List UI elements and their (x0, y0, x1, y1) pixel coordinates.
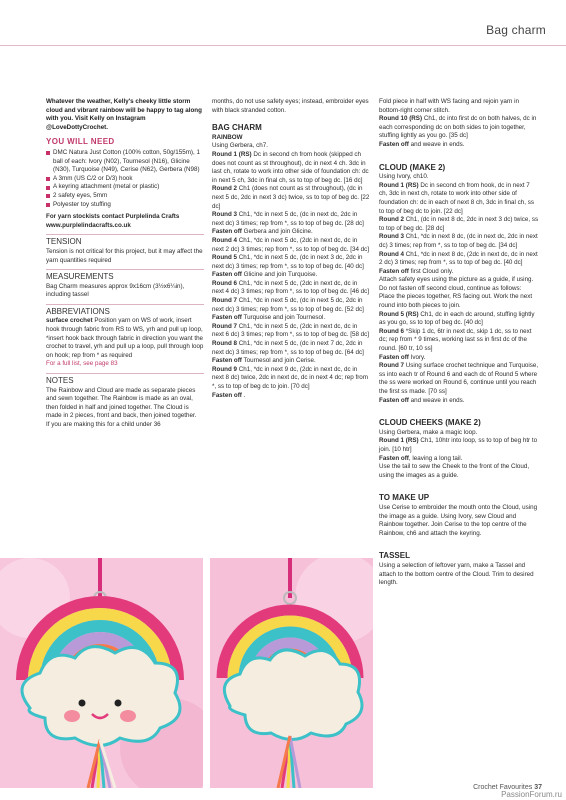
intro-text: Whatever the weather, Kelly's cheeky little storm cloud and vibrant rainbow will be happy to tag along with you. Visit Kelly on Instagram @LoveDottyCrochet. (46, 98, 202, 131)
round-text: . (243, 391, 246, 399)
pattern-round (379, 311, 539, 328)
cloud-rows-2 (379, 311, 539, 406)
round-text: Ch1, dc into first dc on both halves, dc in each corresponding dc on both sides to join together, stuffing lightly as you go. [35 dc] (379, 115, 537, 140)
round-label: Fasten off (212, 357, 242, 365)
notes-heading: NOTES (46, 373, 204, 386)
cheeks-using: Using Gerbera, make a magic loop. (379, 428, 478, 436)
round-label: Round 6 (379, 327, 404, 335)
abbreviation-term: surface crochet (46, 317, 93, 325)
abbreviations-more: For a full list, see page 83 (46, 360, 118, 368)
pattern-round (379, 354, 539, 363)
you-will-need-heading: YOU WILL NEED (46, 137, 115, 147)
pattern-round (212, 151, 370, 185)
round-text: Dc in second ch from hook (skipped ch does not count as st throughout), dc in next 4 ch. 3dc in last ch, rotate to work into other side of foundation ch: dc in next 5 ch, 3dc in final ch, ss to top of beg dc. [16 dc] (212, 150, 369, 184)
pattern-round (212, 271, 370, 280)
fasten-off (379, 141, 539, 150)
photo-charm-back (210, 558, 373, 788)
pattern-round (212, 254, 370, 271)
abbreviation-entry (46, 317, 204, 360)
round-label: Round 2 (379, 216, 404, 224)
cloud-text-3: Place the pieces together, RS facing out. Work the next round into both pieces to join. (379, 293, 533, 310)
round-label: Round 4 (212, 236, 237, 244)
round-label: Round 10 (RS) (379, 115, 423, 123)
round-label: Fasten off (379, 454, 409, 462)
cloud-using: Using Ivory, ch10. (379, 173, 429, 181)
watermark: PassionForum.ru (501, 790, 562, 799)
round-label: Fasten off (379, 267, 409, 275)
round-label: Fasten off (212, 391, 242, 399)
round-text: Ch1, *dc in next 5 dc, (dc in next 3 dc, 2dc in next dc) 3 times; rep from *, ss to top of beg dc. [40 dc] (212, 254, 364, 270)
pattern-round (212, 340, 370, 357)
pattern-round (379, 216, 539, 233)
round-label: Round 7 (379, 362, 404, 370)
round-label: Round 1 (RS) (379, 437, 419, 445)
page-number: 37 (534, 784, 542, 791)
tension-text: Tension is not critical for this project, but it may affect the yarn quantities required (46, 247, 203, 264)
round-text: Ch1, *dc in next 9 dc, (2dc in next dc, dc in next 8 dc) twice, 2dc in next dc, dc in next 4 dc; rep from *, ss to top of beg dc to join. [70 dc] (212, 365, 368, 390)
pattern-round (212, 228, 370, 237)
column-1 (46, 98, 204, 430)
round-text: Ch1, 10htr into loop, ss to top of beg htr to join. [10 htr] (379, 437, 538, 453)
round-label: Fasten off (379, 353, 409, 361)
round-text: , leaving a long tail. (408, 454, 463, 462)
notes-text-2: If you are making this for a child under 36 (46, 421, 161, 428)
tassel-text: Using a selection of leftover yarn, make a Tassel and attach to the bottom centre of the Cloud. Trim to desired length. (379, 561, 534, 587)
column-2 (212, 98, 370, 400)
round-10 (379, 115, 539, 141)
round-label: Round 2 (212, 185, 237, 193)
round-label: Round 7 (212, 297, 237, 305)
abbreviations-heading: ABBREVIATIONS (46, 304, 204, 317)
pattern-round (379, 362, 539, 396)
round-label: Round 3 (212, 211, 237, 219)
cheeks-round-1 (379, 437, 539, 454)
pattern-round (379, 251, 539, 268)
round-text: Turquoise and join Tournesol. (243, 314, 326, 322)
cheeks-text: Use the tail to sew the Cheek to the front of the Cloud, using the images as a guide. (379, 463, 530, 479)
pattern-round (212, 280, 370, 297)
make-up-heading: TO MAKE UP (379, 493, 430, 503)
pattern-round (212, 392, 370, 401)
rainbow-using: Using Gerbera, ch7. (212, 142, 268, 150)
bag-charm-heading: BAG CHARM (212, 123, 262, 133)
magazine-name: Crochet Favourites (473, 784, 533, 791)
pattern-round (212, 297, 370, 314)
round-text: Ch1, *dc in next 8 dc, (2dc in next dc, dc in next 2 dc) 3 times; rep from *, ss to top of beg dc. [40 dc] (379, 250, 538, 267)
make-up-text: Use Cerise to embroider the mouth onto the Cloud, using the image as a guide. Using Ivory, sew Cloud and Rainbow together. Join Cerise to the top centre of the Rainbow, ch6 and attach the keyring. (379, 503, 538, 537)
round-label: Round 5 (212, 254, 237, 262)
round-text: Ch1, *dc in next 5 dc, (dc in next dc, 2dc in next dc) 3 times; rep from *, ss to top of beg dc. [28 dc] (212, 211, 364, 227)
round-label: Fasten off (379, 140, 409, 148)
list-item: DMC Natura Just Cotton (100% cotton, 50g/155m), 1 ball of each: Ivory (N02), Tournesol (N16), Glicine (N30), Turquoise (N49), Cerise (N62), Gerbera (N98) (46, 149, 204, 175)
list-item: 2 safety eyes, 5mm (46, 192, 204, 201)
pattern-round (212, 185, 370, 211)
round-text: Ch1, dc in each dc around, stuffing lightly as you go, ss to top of beg dc. [40 dc] (379, 310, 535, 327)
title-divider (0, 45, 566, 46)
cloud-heading: CLOUD (MAKE 2) (379, 162, 446, 172)
round-text: *Skip 1 dc, 6tr in next dc, skip 1 dc, ss to next dc; rep from * 9 times, working last ss in first dc of the round. [60 tr, 10 ss] (379, 327, 532, 353)
round-text: Glicine and join Turquoise. (243, 271, 318, 279)
round-text: Dc in second ch from hook, dc in next 7 ch, 3dc in next ch, rotate to work into other side of foundation ch: dc in each of next 8 ch, 3dc in final ch, ss to top of beg dc to join. [22 dc] (379, 181, 534, 215)
round-text: and weave in ends. (410, 396, 465, 404)
round-label: Fasten off (212, 314, 242, 322)
round-label: Round 1 (RS) (379, 181, 419, 189)
pattern-round (212, 366, 370, 392)
pattern-round (212, 314, 370, 323)
round-label: Round 7 (212, 322, 237, 330)
tension-heading: TENSION (46, 234, 204, 247)
pattern-round (379, 182, 539, 216)
pattern-round (212, 237, 370, 254)
round-text: Ch1, *dc in next 5 dc, (2dc in next dc, dc in next 2 dc) 3 times; rep from *, ss to top of beg dc. [34 dc] (212, 236, 370, 253)
measurements-heading: MEASUREMENTS (46, 269, 204, 282)
pattern-round (379, 268, 539, 277)
cheeks-fasten (379, 455, 539, 464)
stockists-text: For yarn stockists contact Purplelinda Crafts www.purplelindacrafts.co.uk (46, 213, 180, 229)
round-label: Round 4 (379, 250, 404, 258)
round-text: Ch1, (dc in next 8 dc, 2dc in next 3 dc) twice, ss to top of beg dc. [28 dc] (379, 216, 539, 232)
round-label: Round 9 (212, 365, 237, 373)
round-label: Fasten off (379, 396, 409, 404)
rainbow-rows (212, 151, 370, 400)
round-label: Round 3 (379, 233, 404, 241)
rainbow-subheading: RAINBOW (212, 133, 243, 141)
round-text: Ch1, *dc in next 5 dc, (dc in next 5 dc, 2dc in next dc) 3 times; rep from *, ss to top of beg dc. [52 dc] (212, 297, 364, 313)
round-label: Round 8 (212, 340, 237, 348)
pattern-round (212, 211, 370, 228)
photo-charm-front (0, 558, 203, 788)
list-item: A 3mm (US C/2 or D/3) hook (46, 175, 204, 184)
round-label: Round 5 (RS) (379, 310, 419, 318)
cloud-text-1: Attach safety eyes using the picture as a guide, if using. (379, 276, 534, 284)
notes-text-1: The Rainbow and Cloud are made as separate pieces and sewn together. The Rainbow is made as an oval, then folded in half and joined together. The Cloud is made in 2 pieces, front and back, then joined together. (46, 386, 197, 420)
round-text: Ch1, *dc in next 5 dc, (2dc in next dc, dc in next 4 dc) 3 times; rep from *, ss to top of beg dc. [46 dc] (212, 279, 370, 296)
round-text: Using surface crochet technique and Turquoise, ss into each tr of Round 6 and each dc of Round 5 where the ss were worked on Round 6, continue until you reach the first ss made. [70 ss] (379, 362, 539, 395)
round-text: first Cloud only. (410, 267, 454, 275)
round-text: Ch1, *dc in next 5 dc, (2dc in next dc, dc in next 6 dc) 3 times; rep from *, ss to top of beg dc. [58 dc] (212, 322, 370, 339)
rainbow-cloud-back-image (210, 558, 373, 788)
measurements-text: Bag Charm measures approx 9x16cm (3½x6¼in), including tassel (46, 282, 185, 299)
pattern-round (379, 328, 539, 354)
cloud-rows (379, 182, 539, 277)
cloud-text-2: Do not fasten off second cloud, continue as follows: (379, 284, 522, 292)
pattern-round (212, 323, 370, 340)
fold-text: Fold piece in half with WS facing and rejoin yarn in bottom-right corner stitch. (379, 98, 520, 114)
column-3 (379, 98, 539, 588)
round-label: Fasten off (212, 228, 242, 236)
rainbow-cloud-front-image (0, 558, 203, 788)
page-title: Bag charm (486, 23, 546, 37)
round-label: Round 6 (212, 279, 237, 287)
list-item: A keyring attachment (metal or plastic) (46, 183, 204, 192)
pattern-round (379, 397, 539, 406)
abbreviation-def: Position yarn on WS of work, insert hook through fabric from RS to WS, yrh and pull up loop, *insert hook back through fabric in direction you want the crochet to travel, yrh and pull up a loop, pull through loop on hook; rep from * as required (46, 317, 204, 359)
round-text: Ch1, *dc in next 5 dc, (dc in next 7 dc, 2dc in next dc) 3 times; rep from *, ss to top of beg dc. [64 dc] (212, 340, 364, 356)
tassel-heading: TASSEL (379, 551, 410, 561)
list-item: Polyester toy stuffing (46, 201, 204, 210)
round-text: Ivory. (410, 353, 426, 361)
round-text: and weave in ends. (410, 140, 465, 148)
round-text: Tournesol and join Cerise. (243, 357, 316, 365)
pattern-round (212, 357, 370, 366)
pattern-round (379, 233, 539, 250)
notes-text-2-cont: months, do not use safety eyes; instead, embroider eyes with black stranded cotton. (212, 98, 369, 114)
round-label: Round 1 (RS) (212, 150, 252, 158)
round-label: Fasten off (212, 271, 242, 279)
cheeks-heading: CLOUD CHEEKS (MAKE 2) (379, 418, 481, 428)
round-text: Gerbera and join Glicine. (243, 228, 313, 236)
round-text: Ch1 (does not count as st throughout), (dc in next 5 dc, 2dc in next 3 dc) twice, ss to top of beg dc. [22 dc] (212, 185, 370, 210)
round-text: Ch1, *dc in next 8 dc, (dc in next dc, 2dc in next dc) 3 times; rep from *, ss to top of beg dc. [34 dc] (379, 233, 538, 249)
